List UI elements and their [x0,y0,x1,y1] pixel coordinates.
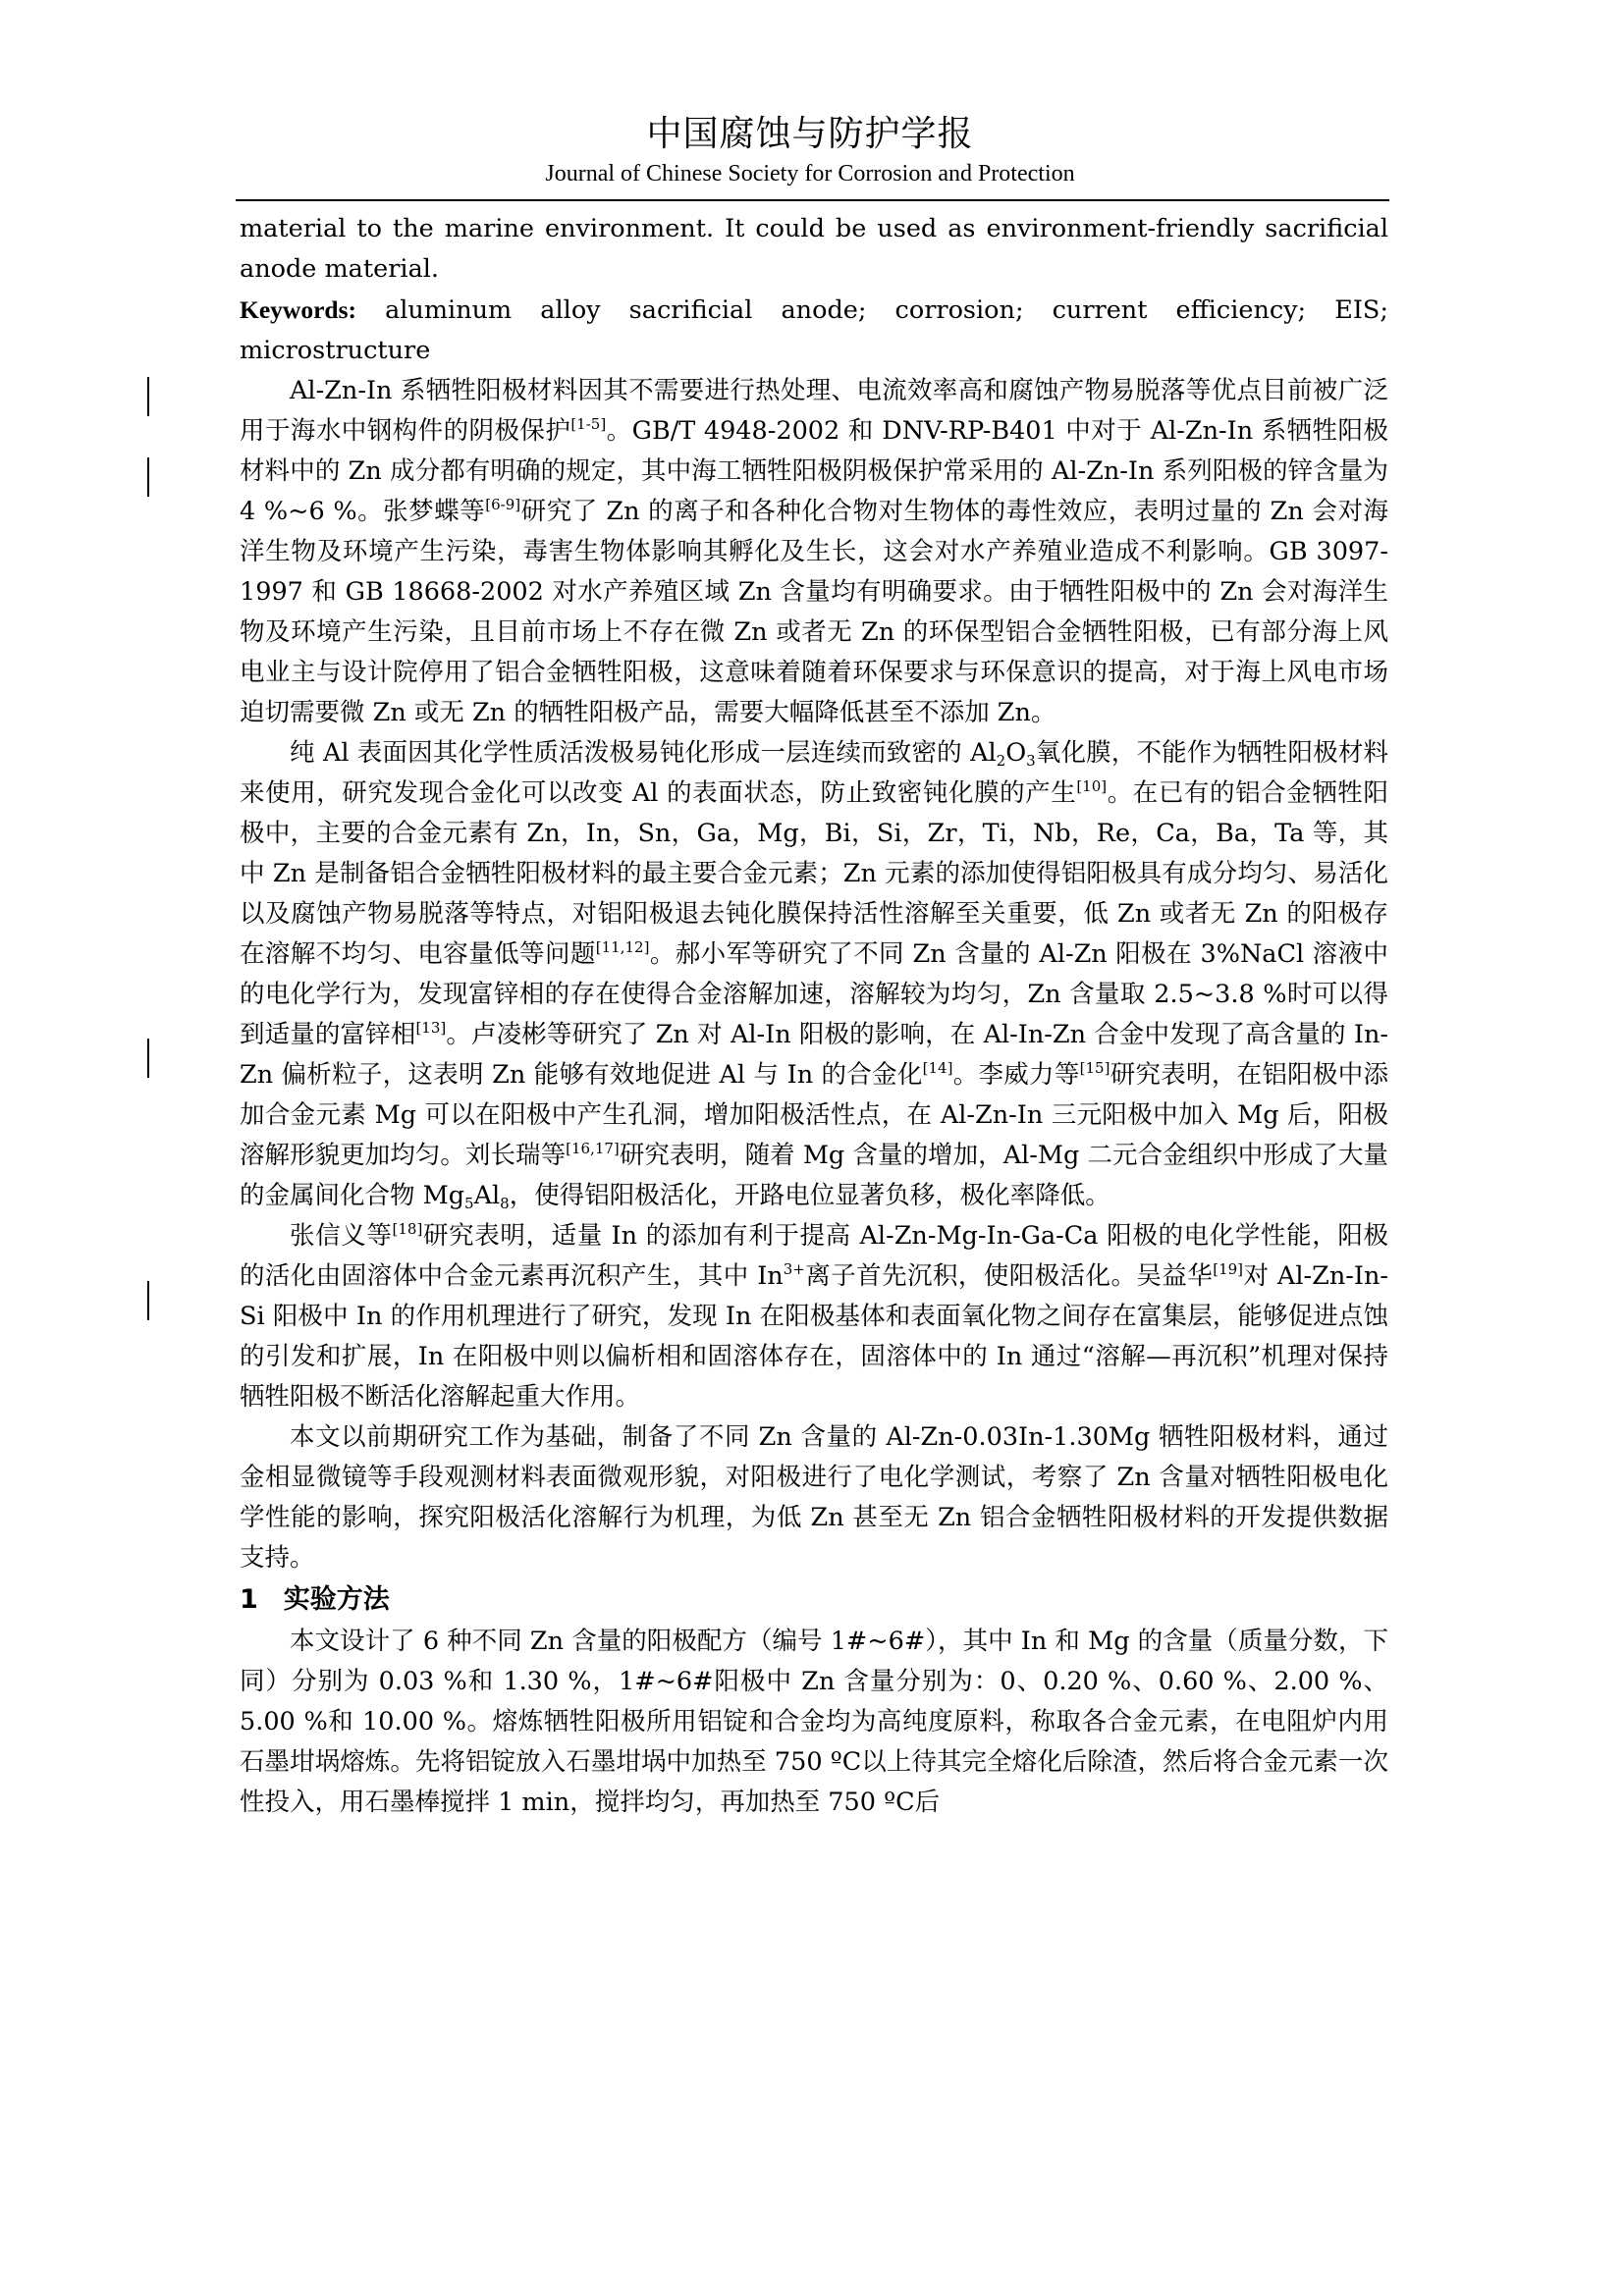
keywords-text: aluminum alloy sacrificial anode; corrosion; current efficiency; EIS; microstructure [240,295,1388,365]
page-header [231,110,1389,188]
citation: [19] [1213,1260,1244,1278]
keywords [240,290,1388,371]
citation: [6-9] [485,496,521,513]
header-rule [236,199,1389,201]
revision-bar [147,1281,149,1320]
citation: [11,12] [595,938,650,956]
abstract-tail: material to the marine environment. It could be used as environment-friendly sacrificial anode material. [240,214,1388,284]
keywords-label: Keywords: [240,295,356,324]
revision-bar [147,1039,149,1078]
citation: [15] [1079,1059,1110,1077]
citation: [16,17] [566,1140,620,1157]
citation: [1-5] [570,415,607,433]
paragraph-3: 张信义等[18]研究表明，适量 In 的添加有利于提高 Al-Zn-Mg-In-Ga-Ca 阳极的电化学性能，阳极的活化由固溶体中合金元素再沉积产生，其中 $In^{3+}$离子首先沉积，使阳极活化。吴益华[19]对 Al-Zn-In-Si 阳极中 In 的作用机理进行了研究，发现 In 在阳极基体和表面氧化物之间存在富集层，能够促进点蚀的引发和扩展，In 在阳极中则以偏析相和固溶体存在，固溶体中的 In 通过“溶解—再沉积”机理对保持牺牲阳极不断活化溶解起重大作用。 [240,1220,1388,1412]
paragraph-1: Al-Zn-In 系牺牲阳极材料因其不需要进行热处理、电流效率高和腐蚀产物易脱落等优点目前被广泛用于海水中钢构件的阴极保护[1-5]。GB/T 4948-2002 和 DNV-RP-B401 中对于 Al-Zn-In 系牺牲阳极材料中的 Zn 成分都有明确的规定，其中海工牺牲阳极阴极保护常采用的 Al-Zn-In 系列阳极的锌含量为 4 %~6 %。张梦蝶等[6-9]研究了 Zn 的离子和各种化合物对生物体的毒性效应，表明过量的 Zn 会对海洋生物及环境产生污染，毒害生物体影响其孵化及生长，这会对水产养殖业造成不利影响。GB 3097-1997 和 GB 18668-2002 对水产养殖区域 Zn 含量均有明确要求。由于牺牲阳极中的 Zn 会对海洋生物及环境产生污染，且目前市场上不存在微 Zn 或者无 Zn 的环保型铝合金牺牲阳极，已有部分海上风电业主与设计院停用了铝合金牺牲阳极，这意味着随着环保要求与环保意识的提高，对于海上风电市场迫切需要微 Zn 或无 Zn 的牺牲阳极产品，需要大幅降低甚至不添加 Zn。 [240,376,1388,727]
journal-title-cn: 中国腐蚀与防护学报 [646,114,974,154]
section-title: 实验方法 [283,1584,390,1615]
citation: [13] [415,1019,447,1037]
section-number: 1 [240,1584,258,1615]
section-heading [240,1578,1388,1622]
paragraph-4: 本文以前期研究工作为基础，制备了不同 Zn 含量的 Al-Zn-0.03In-1.30Mg 牺牲阳极材料，通过金相显微镜等手段观测材料表面微观形貌，对阳极进行了电化学测试，考察了 Zn 含量对牺牲阳极电化学性能的影响，探究阳极活化溶解行为机理，为低 Zn 甚至无 Zn 铝合金牺牲阳极材料的开发提供数据支持。 [240,1422,1388,1573]
journal-title-en: Journal of Chinese Society for Corrosion and Protection [545,161,1075,187]
paragraph-5: 本文设计了 6 种不同 Zn 含量的阳极配方（编号 1#~6#），其中 In 和 Mg 的含量（质量分数，下同）分别为 0.03 %和 1.30 %，1#~6#阳极中 Zn 含量分别为：0、0.20 %、0.60 %、2.00 %、5.00 %和 10.00 %。熔炼牺牲阳极所用铝锭和合金均为高纯度原料，称取各合金元素，在电阻炉内用石墨坩埚熔炼。先将铝锭放入石墨坩埚中加热至 750 ºC以上待其完全熔化后除渣，然后将合金元素一次性投入，用石墨棒搅拌 1 min，搅拌均匀，再加热至 750 ºC后 [240,1627,1388,1817]
article-body [240,209,1388,1823]
revision-bar [147,457,149,497]
revision-bar [147,377,149,416]
paragraph-2: 纯 Al 表面因其化学性质活泼极易钝化形成一层连续而致密的 $Al_2O_3$氧化膜，不能作为牺牲阳极材料来使用，研究发现合金化可以改变 Al 的表面状态，防止致密钝化膜的产生[10]。在已有的铝合金牺牲阳极中，主要的合金元素有 Zn，In，Sn，Ga，Mg，Bi，Si，Zr，Ti，Nb，Re，Ca，Ba，Ta 等，其中 Zn 是制备铝合金牺牲阳极材料的最主要合金元素；Zn 元素的添加使得铝阳极具有成分均匀、易活化以及腐蚀产物易脱落等特点，对铝阳极退去钝化膜保持活性溶解至关重要，低 Zn 或者无 Zn 的阳极存在溶解不均匀、电容量低等问题[11,12]。郝小军等研究了不同 Zn 含量的 Al-Zn 阳极在 3%NaCl 溶液中的电化学行为，发现富锌相的存在使得合金溶解加速，溶解较为均匀，Zn 含量取 2.5~3.8 %时可以得到适量的富锌相[13]。卢凌彬等研究了 Zn 对 Al-In 阳极的影响，在 Al-In-Zn 合金中发现了高含量的 In-Zn 偏析粒子，这表明 Zn 能够有效地促进 Al 与 In 的合金化[14]。李威力等[15]研究表明，在铝阳极中添加合金元素 Mg 可以在阳极中产生孔洞，增加阳极活性点，在 Al-Zn-In 三元阳极中加入 Mg 后，阳极溶解形貌更加均匀。刘长瑞等[16,17]研究表明，随着 Mg 含量的增加，Al-Mg 二元合金组织中形成了大量的金属间化合物 $Mg_5Al_8$，使得铝阳极活化，开路电位显著负移，极化率降低。 [240,738,1388,1212]
citation: [18] [392,1220,423,1238]
citation: [10] [1076,777,1108,795]
citation: [14] [922,1059,953,1077]
